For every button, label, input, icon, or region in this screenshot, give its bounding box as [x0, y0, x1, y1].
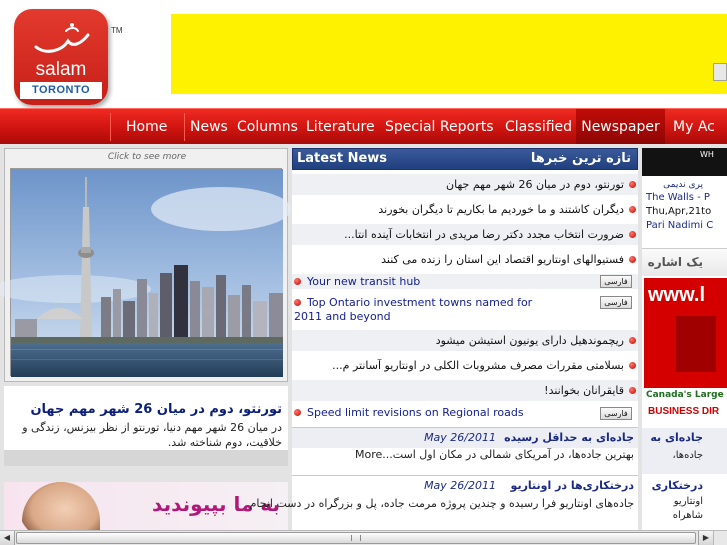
- article-date: May 26/2011: [424, 431, 496, 444]
- nav-separator: [110, 113, 111, 141]
- scrollbar-corner: [713, 530, 727, 545]
- right-article-title[interactable]: درختکاری: [651, 479, 703, 492]
- header-banner-ad[interactable]: [171, 14, 727, 94]
- horizontal-scrollbar[interactable]: [0, 530, 713, 545]
- business-directory-ad[interactable]: [642, 276, 727, 426]
- skyline-image: [11, 169, 283, 377]
- scroll-left-arrow-icon[interactable]: ◀: [0, 531, 15, 545]
- news-item-link[interactable]: دیگران کاشتند و ما خوردیم ما بکاریم تا دیگران بخورند: [378, 203, 624, 216]
- bullet-icon: [629, 206, 636, 213]
- right-article-excerpt: شاهراه: [672, 510, 703, 521]
- news-item-link[interactable]: Top Ontario investment towns named for 2011 and beyond: [294, 296, 533, 323]
- events-box: [642, 148, 727, 238]
- bullet-icon: [629, 387, 636, 394]
- article-summary: [292, 427, 638, 469]
- news-item[interactable]: [292, 174, 638, 196]
- news-item-link[interactable]: قایقرانان بخوانند!: [544, 384, 624, 397]
- main-navigation: [0, 108, 727, 144]
- ad-logo-block: [676, 316, 716, 372]
- right-article-title[interactable]: جاده‌ای به: [650, 431, 703, 444]
- news-item[interactable]: [292, 404, 638, 424]
- right-article: [642, 476, 727, 530]
- right-sidebar: [642, 148, 727, 530]
- news-item[interactable]: [292, 248, 638, 272]
- nav-special-reports[interactable]: Special Reports: [385, 119, 494, 135]
- trademark-mark: TM: [111, 26, 123, 35]
- latest-news-title-fa: تازه ترین خبرها: [530, 151, 631, 166]
- news-item[interactable]: [292, 354, 638, 378]
- toronto-skyline-photo[interactable]: [10, 168, 282, 376]
- news-item[interactable]: [292, 198, 638, 222]
- scroll-right-arrow-icon[interactable]: ▶: [698, 531, 713, 545]
- news-item-link[interactable]: ضرورت انتخاب مجدد دکتر رضا مریدی در انتخابات آینده انتا...: [344, 228, 624, 241]
- ad-tagline: Canada's Large: [646, 390, 724, 400]
- news-item[interactable]: [292, 330, 638, 352]
- bullet-icon: [294, 299, 301, 306]
- farsi-button[interactable]: فارسی: [600, 407, 632, 420]
- news-item[interactable]: [292, 380, 638, 402]
- article-excerpt[interactable]: بهترین جاده‌ها، در آمریکای شمالی در مکان اول است...More: [354, 448, 634, 461]
- ad-red-panel: [644, 278, 727, 388]
- click-hint: Click to see more: [107, 152, 187, 162]
- featured-summary-line: در میان 26 شهر مهم دنیا، تورنتو از نظر بیزنس، زندگی و: [22, 421, 282, 434]
- news-item-link[interactable]: بسلامتی مقررات مصرف مشروبات الکلی در اونتاریو آسانتر م...: [332, 359, 624, 372]
- nav-classified[interactable]: Classified: [505, 119, 573, 135]
- banner-scroll-handle[interactable]: [713, 63, 727, 81]
- nav-literature[interactable]: Literature: [306, 119, 375, 135]
- article-date: May 26/2011: [424, 479, 496, 492]
- salam-toronto-logo[interactable]: [14, 9, 108, 105]
- featured-photo-box: [4, 148, 288, 382]
- article-excerpt[interactable]: جاده‌های اونتاریو فرا رسیده و چندین پروژه مرمت جاده، پل و بزرگراه در دست انجام: [249, 497, 634, 510]
- news-item[interactable]: [292, 292, 638, 328]
- featured-summary-line: خلاقیت، دوم شناخته شد.: [167, 436, 282, 449]
- logo-brand-text: salam: [35, 59, 87, 80]
- news-item-link[interactable]: فستیوالهای اونتاریو اقتصاد این استان را زنده می کنند: [381, 253, 624, 266]
- scrollbar-thumb[interactable]: [16, 532, 696, 544]
- nav-separator: [184, 113, 185, 141]
- news-item-link[interactable]: Your new transit hub: [307, 275, 421, 288]
- featured-summary: [4, 420, 288, 450]
- nav-newspaper[interactable]: Newspaper: [576, 109, 665, 145]
- farsi-button[interactable]: فارسی: [600, 275, 632, 288]
- scrollbar-grip-icon: [351, 535, 361, 541]
- news-item-link[interactable]: ریچموندهیل دارای یونیون استیشن میشود: [435, 334, 624, 347]
- article-header: [292, 476, 638, 496]
- latest-news-panel: [249, 148, 638, 530]
- news-item-link[interactable]: Speed limit revisions on Regional roads: [307, 406, 524, 419]
- nav-home[interactable]: Home: [126, 119, 168, 135]
- logo-swoosh-icon: [32, 21, 92, 57]
- featured-column: [4, 148, 288, 530]
- site-header: [0, 0, 727, 108]
- news-item[interactable]: [292, 274, 638, 290]
- ads-header-text: یک اشاره: [647, 255, 703, 269]
- ad-url-text: www.l: [648, 284, 706, 306]
- event-date: Thu,Apr,21to: [646, 206, 712, 217]
- bullet-icon: [629, 181, 636, 188]
- join-us-banner[interactable]: [4, 482, 288, 530]
- farsi-button[interactable]: فارسی: [600, 296, 632, 309]
- featured-headline[interactable]: تورنتو، دوم در میان 26 شهر مهم جهان: [30, 402, 282, 417]
- news-item[interactable]: [292, 224, 638, 246]
- article-title[interactable]: درختکاری‌ها در اونتاریو: [510, 479, 634, 492]
- article-header: [292, 428, 638, 448]
- nav-my-account[interactable]: My Ac: [673, 119, 715, 135]
- bullet-icon: [629, 337, 636, 344]
- join-us-text: به ما بپیوندید: [152, 492, 280, 516]
- logo-city-text: TORONTO: [20, 82, 102, 99]
- bullet-icon: [629, 231, 636, 238]
- nav-columns[interactable]: Columns: [237, 119, 298, 135]
- right-article-excerpt: اونتاریو: [673, 496, 703, 507]
- right-article-excerpt: جاده‌ها،: [672, 450, 703, 461]
- latest-news-title-en: Latest News: [297, 151, 388, 166]
- bullet-icon: [294, 409, 301, 416]
- ad-directory-text: BUSINESS DIR: [644, 406, 727, 422]
- news-item-link[interactable]: تورنتو، دوم در میان 26 شهر مهم جهان: [446, 178, 624, 191]
- article-summary: [249, 475, 638, 530]
- events-header: WH: [642, 148, 727, 176]
- event-artist[interactable]: Pari Nadimi C: [646, 220, 714, 231]
- event-title[interactable]: The Walls - P: [646, 192, 710, 203]
- bullet-icon: [629, 362, 636, 369]
- latest-news-header: [292, 148, 638, 170]
- event-name-fa: پری ندیمی: [663, 180, 703, 190]
- nav-news[interactable]: News: [190, 119, 228, 135]
- bullet-icon: [294, 278, 301, 285]
- featured-divider: [4, 450, 288, 466]
- bullet-icon: [629, 256, 636, 263]
- article-title[interactable]: جاده‌ای به حداقل رسیده: [504, 431, 634, 444]
- ads-header: [642, 248, 727, 276]
- right-article: [642, 428, 727, 474]
